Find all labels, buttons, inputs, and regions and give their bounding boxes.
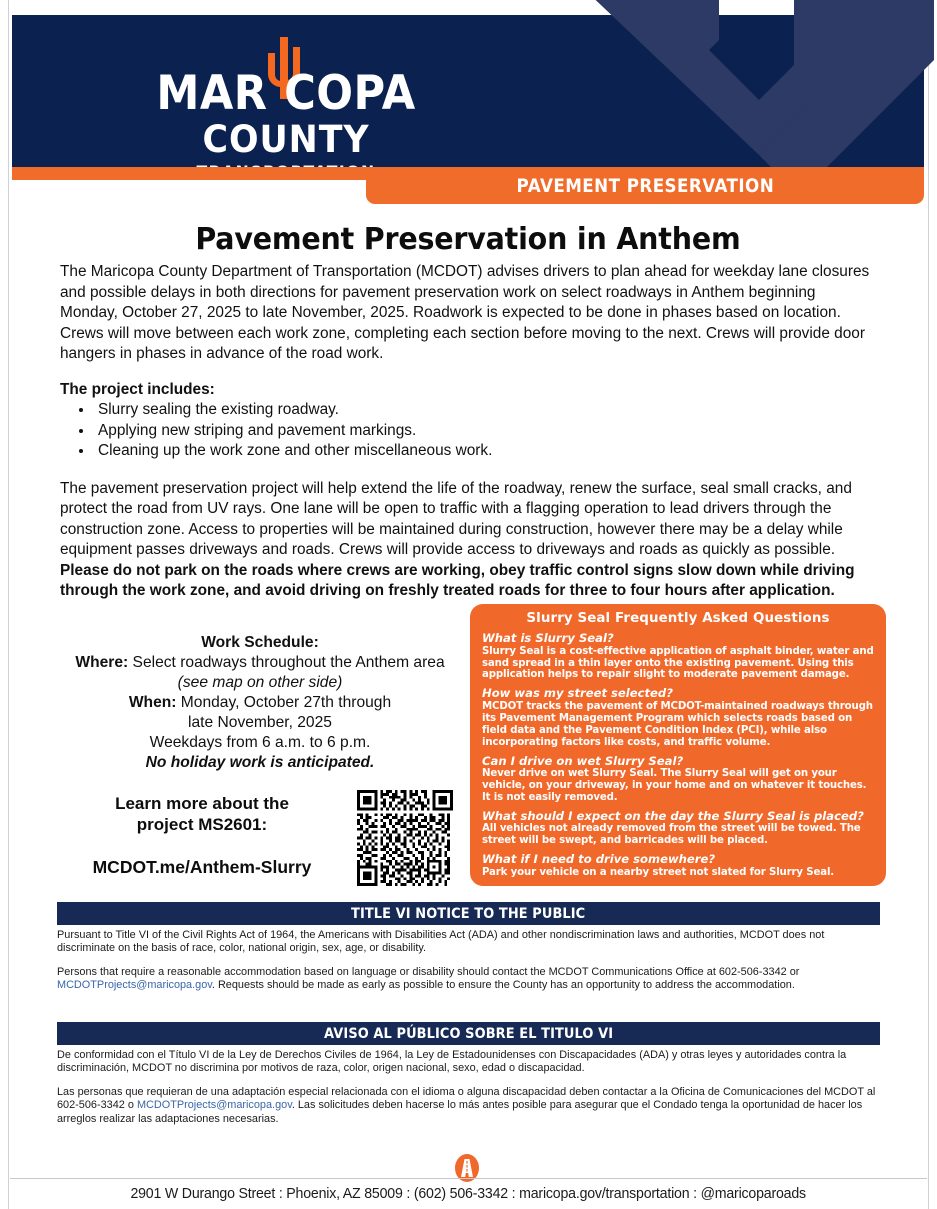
logo-maricopa-text: MAR COPA	[156, 66, 416, 121]
page-border-left	[8, 0, 9, 1209]
faq-item	[482, 853, 874, 879]
faq-item	[482, 755, 874, 804]
pavement-preservation-ribbon	[366, 167, 924, 204]
includes-heading: The project includes:	[60, 380, 215, 398]
main-body	[60, 262, 875, 602]
spacer	[57, 956, 885, 966]
schedule-when-line2: late November, 2025	[188, 714, 332, 731]
footer-divider	[10, 1178, 927, 1179]
title-vi-notice-bar-label: TITLE VI NOTICE TO THE PUBLIC	[351, 905, 586, 922]
faq-title: Slurry Seal Frequently Asked Questions	[526, 611, 830, 626]
logo-county-text: COUNTY	[202, 118, 370, 161]
aviso-titulo-vi-bar	[57, 1022, 880, 1045]
intro-paragraph: The Maricopa County Department of Transportation (MCDOT) advises drivers to plan ahead for weekday lane closures and possible delays in both directions for pavement preservation work on select roadways in Anthem beginning Monday, October 27, 2025 to late November, 2025. Roadwork is expected to be done in phases based on location. Crews will move between each work zone, completing each section before moving to the next. Crews will provide door hangers in phases in advance of the road work.	[60, 263, 870, 362]
spacer	[60, 365, 875, 380]
page-title: Pavement Preservation in Anthem	[195, 222, 741, 257]
learn-more-line1: Learn more about the	[115, 794, 289, 813]
schedule-hours: Weekdays from 6 a.m. to 6 p.m.	[149, 734, 371, 751]
faq-question: What if I need to drive somewhere?	[482, 852, 716, 867]
faq-item	[482, 687, 874, 748]
notice-en-para2: Persons that require a reasonable accommodation based on language or disability should contact the MCDOT Communications Office at 602-506-3342 or MCDOTProjects@maricopa.gov. Requests should be made as early as possible to ensure the County has an opportunity to address the accommodation.	[57, 965, 800, 992]
faq-item	[482, 632, 874, 681]
project-includes-list	[94, 400, 875, 462]
list-item: • Applying new striping and pavement markings.	[94, 421, 875, 442]
faq-question: Can I drive on wet Slurry Seal?	[482, 753, 684, 768]
schedule-holiday-note: No holiday work is anticipated.	[145, 754, 375, 771]
schedule-when: When: Monday, October 27th through	[128, 694, 392, 711]
faq-answer: Slurry Seal is a cost-effective application of asphalt binder, water and sand spread in a thin layer onto the existing pavement. Using this application helps to repair slight to moderate pavement damage.	[482, 645, 874, 681]
work-schedule-block	[60, 633, 460, 773]
faq-question: What should I expect on the day the Slurry Seal is placed?	[482, 808, 864, 823]
learn-more-block	[62, 793, 342, 878]
title-vi-notice-body	[57, 929, 885, 993]
faq-item	[482, 810, 874, 847]
schedule-where: Where: Select roadways throughout the Anthem area	[75, 654, 445, 671]
ribbon-label: PAVEMENT PRESERVATION	[516, 174, 774, 197]
aviso-titulo-vi-bar-label: AVISO AL PÚBLICO SOBRE EL TITULO VI	[323, 1025, 614, 1042]
faq-answer: All vehicles not already removed from the street will be towed. The street will be swept, and barricades will be placed.	[482, 823, 861, 847]
footer-contact-text: 2901 W Durango Street : Phoenix, AZ 85009 : (602) 506-3342 : maricopa.gov/transportation : @maricoparoads	[130, 1186, 806, 1202]
list-item: • Slurry sealing the existing roadway.	[94, 400, 875, 421]
notice-es-para1: De conformidad con el Título VI de la Ley de Derechos Civiles de 1964, la Ley de Estadounidenses con Discapacidades (ADA) y otras leyes y autoridades contra la discriminación, MCDOT no discrimina por motivos de raza, color, origen nacional, sexo, edad o discapacidad.	[57, 1049, 847, 1075]
detail-paragraph	[60, 479, 870, 602]
detail-normal-text: The pavement preservation project will help extend the life of the roadway, renew the surface, seal small cracks, and protect the road from UV rays. One lane will be open to traffic with a flagging operation to lead drivers through the construction zone. Access to properties will be maintained during construction, however there may be a delay while equipment passes driveways and roads. Crews will provide access to driveways and roads as quickly as possible.	[60, 479, 852, 558]
email-link[interactable]: MCDOTProjects@maricopa.gov	[57, 979, 212, 992]
notice-es-para2: Las personas que requieran de una adaptación especial relacionada con el idioma o alguna discapacidad deben contactar a la Oficina de Comunicaciones del MCDOT al 602-506-3342 o MCDOTProjects@maricopa.gov. Las solicitudes deben hacerse lo más antes posible para asegurar que el Condado tenga la oportunidad de hacer los arreglos realizar las adaptaciones necesarias.	[57, 1085, 876, 1125]
chevron-watermark-icon	[594, 15, 924, 167]
email-link[interactable]: MCDOTProjects@maricopa.gov	[136, 1099, 292, 1112]
spacer	[57, 1076, 885, 1086]
aviso-titulo-vi-body	[57, 1049, 885, 1126]
slurry-seal-faq-box	[470, 604, 886, 886]
maricopa-county-transportation-logo	[136, 37, 436, 167]
faq-answer: MCDOT tracks the pavement of MCDOT-maintained roadways through its Pavement Management Program which selects roads based on field data and the Pavement Condition Index (PCI), while also incorporating factors like costs, and traffic volume.	[482, 700, 873, 748]
project-url[interactable]: MCDOT.me/Anthem-Slurry	[92, 857, 312, 877]
title-vi-notice-bar	[57, 902, 880, 925]
faq-question: What is Slurry Seal?	[482, 631, 614, 645]
page-border-right	[928, 0, 929, 1209]
faq-answer: Never drive on wet Slurry Seal. The Slurry Seal will get on your vehicle, on your driveway, in your home and on whatever it touches. It is not easily removed.	[482, 768, 867, 803]
learn-more-line2: project MS2601:	[136, 815, 268, 834]
qr-code[interactable]	[357, 790, 453, 886]
schedule-heading: Work Schedule:	[201, 634, 319, 651]
detail-bold-text: Please do not park on the roads where crews are working, obey traffic control signs slow down while driving through the work zone, and avoid driving on freshly treated roads for three to four hours after application.	[60, 561, 855, 599]
schedule-where-note: (see map on other side)	[177, 674, 343, 691]
faq-question: How was my street selected?	[482, 686, 673, 701]
faq-answer: Park your vehicle on a nearby street not slated for Slurry Seal.	[482, 866, 835, 878]
notice-en-para1: Pursuant to Title VI of the Civil Rights Act of 1964, the Americans with Disabilities Act (ADA) and other nondiscrimination laws and authorities, MCDOT does not discriminate on the basis of race, color, national origin, sex, age, or disability.	[57, 929, 825, 955]
header-banner	[12, 15, 924, 167]
list-item: • Cleaning up the work zone and other miscellaneous work.	[94, 441, 875, 462]
